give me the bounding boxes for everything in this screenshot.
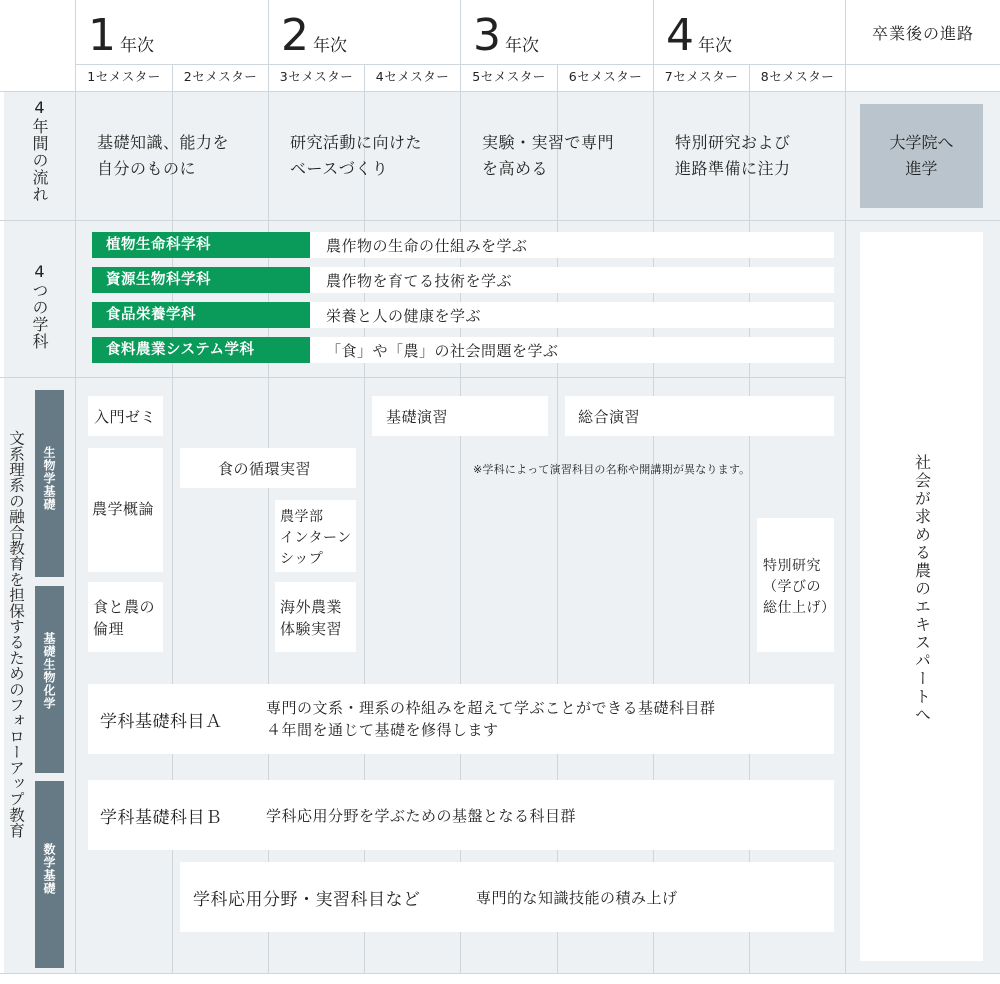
year-1-header: 1 年次 xyxy=(88,10,154,61)
semester-6: 6セメスター xyxy=(568,69,643,84)
department-desc: 栄養と人の健康を学ぶ xyxy=(326,306,482,325)
flow-year-3: 実験・実習で専門 を高める xyxy=(482,133,615,178)
department-row xyxy=(92,337,834,363)
department-name: 植物生命科学科 xyxy=(92,232,310,258)
semester-4: 4セメスター xyxy=(375,69,450,84)
department-desc: 農作物の生命の仕組みを学ぶ xyxy=(326,236,528,255)
course-basic-exercise: 基礎演習 xyxy=(372,396,548,436)
sidebar-basic-biochemistry: 基礎生物化学 xyxy=(35,586,64,773)
department-row xyxy=(92,302,834,328)
course-basic-a: 学科基礎科目Ａ 専門の文系・理系の枠組みを超えて学ぶことができる基礎科目群 ４年間を通じて基礎を修得します xyxy=(88,684,834,754)
semester-7: 7セメスター xyxy=(664,69,739,84)
department-desc: 農作物を育てる技術を学ぶ xyxy=(326,271,513,290)
course-food-cycle: 食の循環実習 xyxy=(180,448,356,488)
course-general-exercise: 総合演習 xyxy=(565,396,834,436)
semester-1: 1セメスター xyxy=(87,69,161,84)
sidebar-math-basics: 数学基礎 xyxy=(35,781,64,968)
flow-year-2: 研究活動に向けた ベースづくり xyxy=(290,133,423,178)
year-3-header: 3 年次 xyxy=(473,10,539,61)
row-label-flow: 4年間の流れ xyxy=(30,98,49,203)
semester-3: 3セメスター xyxy=(279,69,354,84)
year-2-header: 2 年次 xyxy=(281,10,347,61)
department-name: 資源生物科学科 xyxy=(92,267,310,293)
department-row xyxy=(92,267,834,293)
course-agri-overview: 農学概論 xyxy=(88,448,163,572)
flow-year-1: 基礎知識、能力を 自分のものに xyxy=(97,133,230,178)
row-label-departments: 4つの学科 xyxy=(30,262,49,350)
course-overseas: 海外農業 体験実習 xyxy=(275,582,356,652)
semester-5: 5セメスター xyxy=(472,69,546,84)
course-ethics: 食と農の 倫理 xyxy=(88,582,163,652)
year-4-header: 4 年次 xyxy=(666,10,732,61)
course-internship: 農学部 インターン シップ xyxy=(275,500,356,572)
sidebar-biology-basics: 生物学基礎 xyxy=(35,390,64,577)
semester-2: 2セメスター xyxy=(183,69,258,84)
department-name: 食品栄養学科 xyxy=(92,302,310,328)
row-label-education: 文系理系の融合教育を担保するためのフォローアップ教育 xyxy=(7,430,25,839)
department-desc: 「食」や「農」の社会問題を学ぶ xyxy=(326,341,559,360)
expert-box: 社会が求める農のエキスパートへ xyxy=(860,232,983,961)
department-row xyxy=(92,232,834,258)
flow-year-4: 特別研究および 進路準備に注力 xyxy=(675,133,791,178)
course-intro-seminar: 入門ゼミ xyxy=(88,396,163,436)
graduate-school-box: 大学院へ 進学 xyxy=(860,104,983,208)
after-graduation-header: 卒業後の進路 xyxy=(871,23,974,43)
department-name: 食料農業システム学科 xyxy=(92,337,310,363)
course-applied: 学科応用分野・実習科目など 専門的な知識技能の積み上げ xyxy=(180,862,834,932)
semester-8: 8セメスター xyxy=(760,69,835,84)
course-basic-b: 学科基礎科目Ｂ 学科応用分野を学ぶための基盤となる科目群 xyxy=(88,780,834,850)
course-special-research: 特別研究 （学びの 総仕上げ） xyxy=(757,518,834,652)
course-note: ※学科によって演習科目の名称や開講期が異なります。 xyxy=(473,463,751,476)
